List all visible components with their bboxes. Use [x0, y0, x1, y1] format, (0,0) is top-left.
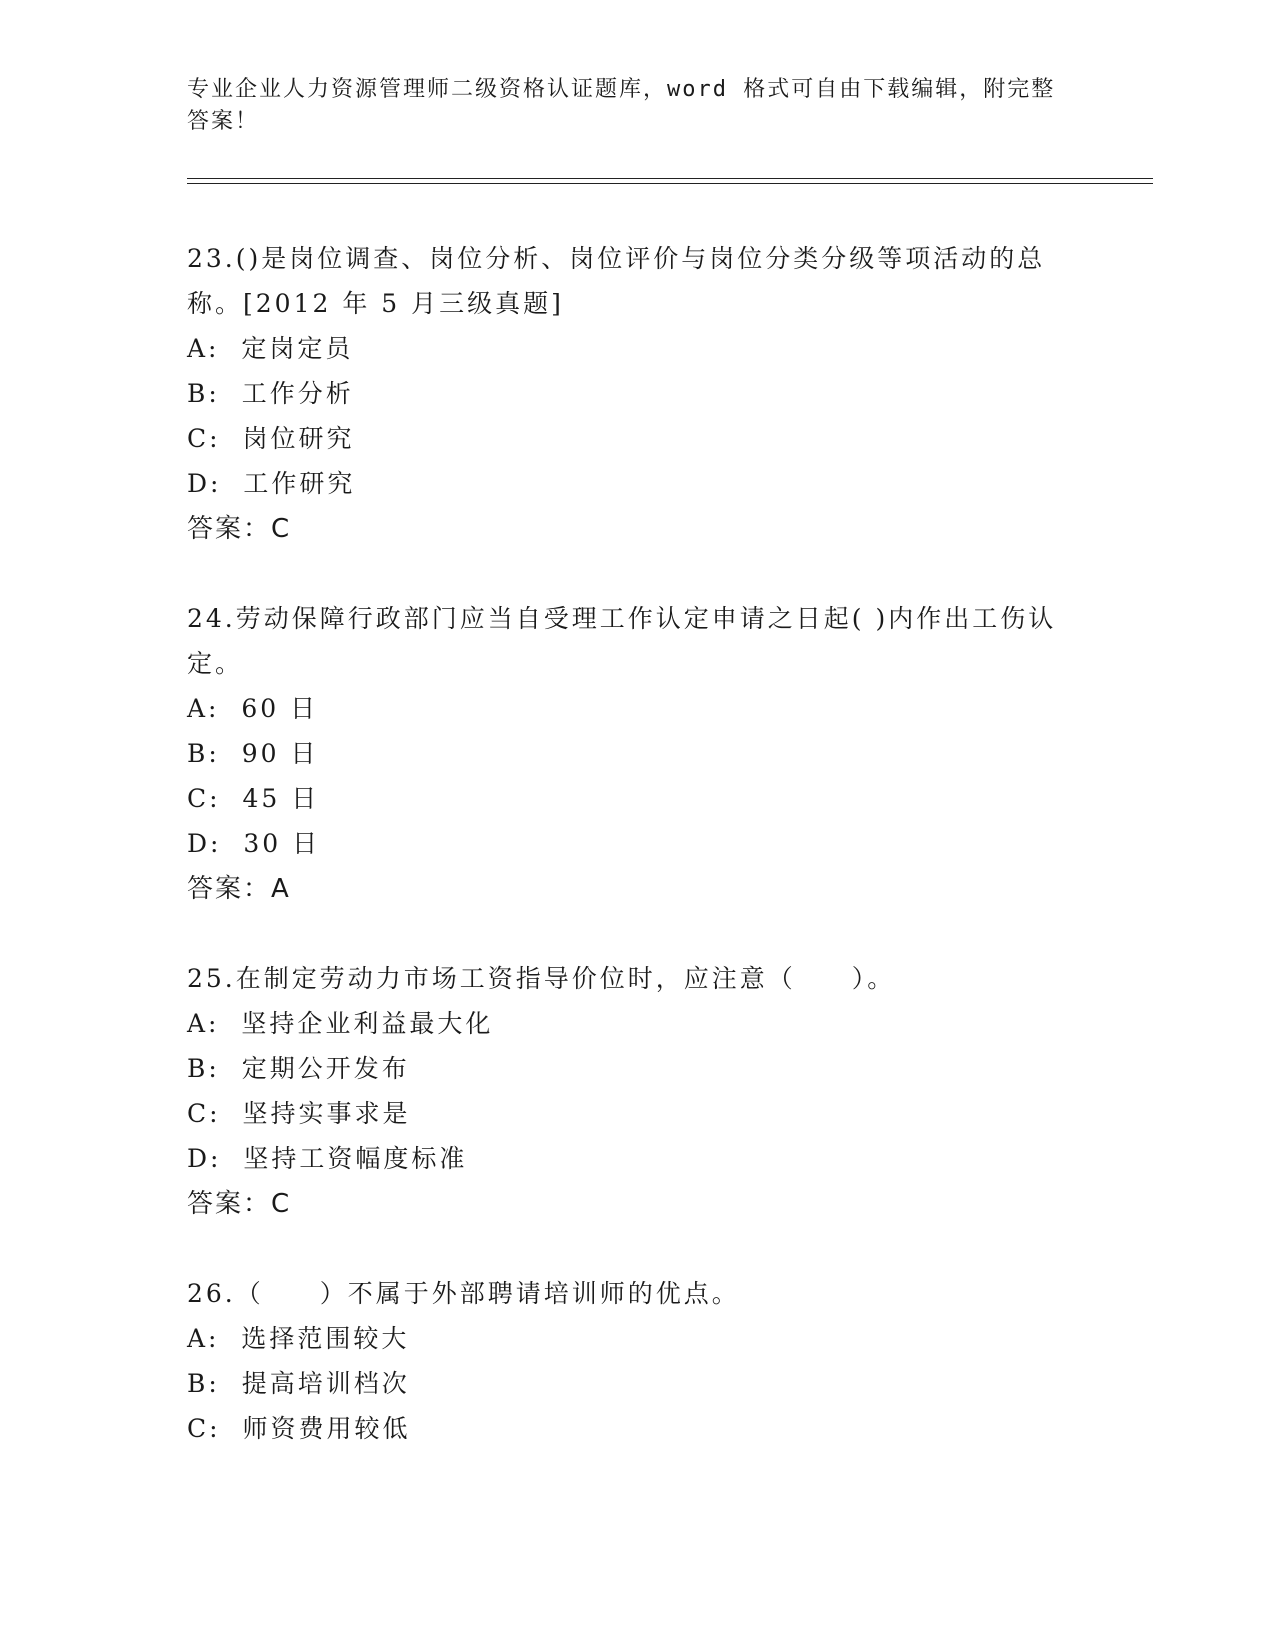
answer-line: 答案：C [187, 1189, 292, 1219]
option-c: C: 师资费用较低 [187, 1414, 411, 1443]
question-24 [187, 596, 1087, 912]
header-rule-top [187, 178, 1153, 179]
option-a: A: 定岗定员 [187, 334, 354, 363]
option-a: A: 60 日 [187, 694, 319, 723]
option-d: D: 30 日 [187, 829, 321, 858]
question-stem: 25.在制定劳动力市场工资指导价位时，应注意（ ）。 [187, 964, 896, 993]
option-c: C: 45 日 [187, 784, 320, 813]
question-26 [187, 1271, 1087, 1451]
option-a: A: 坚持企业利益最大化 [187, 1009, 494, 1038]
option-d: D: 工作研究 [187, 469, 356, 498]
option-c: C: 坚持实事求是 [187, 1099, 411, 1128]
question-stem: 23.()是岗位调查、岗位分析、岗位评价与岗位分类分级等项活动的总称。[2012 年 5 月三级真题] [187, 244, 1046, 318]
option-b: B: 定期公开发布 [187, 1054, 410, 1083]
question-list [187, 236, 1087, 1451]
question-25 [187, 956, 1087, 1227]
option-b: B: 工作分析 [187, 379, 354, 408]
option-b: B: 90 日 [187, 739, 319, 768]
option-d: D: 坚持工资幅度标准 [187, 1144, 468, 1173]
header-rule-bottom [187, 183, 1153, 184]
question-23 [187, 236, 1087, 552]
page-header: 专业企业人力资源管理师二级资格认证题库，word 格式可自由下载编辑，附完整答案！ [187, 77, 1056, 134]
question-stem: 24.劳动保障行政部门应当自受理工作认定申请之日起( )内作出工伤认定。 [187, 604, 1057, 678]
answer-line: 答案：C [187, 514, 292, 544]
option-c: C: 岗位研究 [187, 424, 355, 453]
option-b: B: 提高培训档次 [187, 1369, 410, 1398]
question-stem: 26.（ ）不属于外部聘请培训师的优点。 [187, 1279, 740, 1308]
answer-line: 答案：A [187, 874, 291, 904]
option-a: A: 选择范围较大 [187, 1324, 410, 1353]
